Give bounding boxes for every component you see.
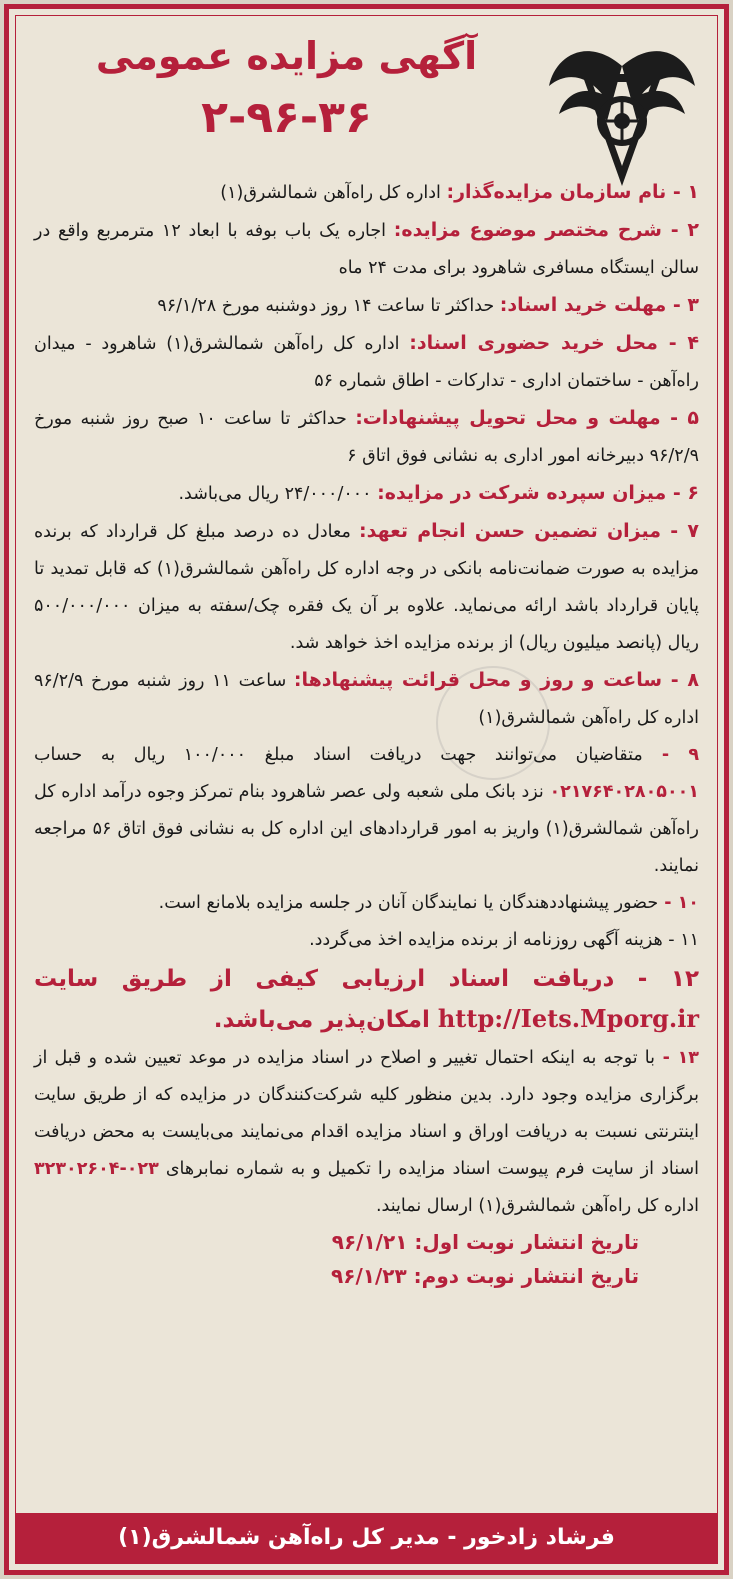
item-12-text-b: امکان‌پذیر می‌باشد. (213, 1007, 438, 1033)
item-8-label: ۸ - ساعت و روز و محل قرائت پیشنهادها: (293, 669, 700, 691)
first-publication-date: تاریخ انتشار نوبت اول: ۹۶/۱/۲۱ (331, 1230, 639, 1254)
item-13 (34, 1040, 699, 1225)
item-3 (34, 287, 699, 325)
bank-account-number: ۰۲۱۷۶۴۰۲۸۰۵۰۰۱ (549, 782, 699, 802)
item-12-text-a: ۱۲ - دریافت اسناد ارزیابی کیفی از طریق سایت (34, 966, 699, 992)
item-9-number: ۹ - (642, 745, 700, 765)
item-5-label: ۵ - مهلت و محل تحویل پیشنهادات: (355, 407, 700, 429)
item-4-text: اداره کل راه‌آهن شمالشرق(۱) شاهرود - میدان راه‌آهن - ساختمان اداری - تدارکات - اطاق شماره ۵۶ (34, 334, 699, 391)
item-6-label: ۶ - میزان سپرده شرکت در مزایده: (377, 482, 699, 504)
item-10 (34, 885, 699, 922)
second-publication-date: تاریخ انتشار نوبت دوم: ۹۶/۱/۲۳ (331, 1264, 639, 1288)
item-10-number: ۱۰ - (658, 893, 699, 913)
notice-body (34, 174, 699, 1293)
item-9 (34, 737, 699, 885)
item-13-text-a: با توجه به اینکه احتمال تغییر و اصلاح در اسناد مزایده در موعد تعیین شده و قبل از برگزاری مزایده وجود دارد. بدین منظور کلیه شرکت‌کنندگان در مزایده که از طریق سایت اینترنتی نسبت به دریافت اوراق و اسناد مزایده اقدام می‌نمایند می‌بایست به محض دریافت اسناد از سایت فرم پیوست اسناد مزایده را تکمیل و به شماره نمابرهای (34, 1048, 699, 1179)
notice-title: آگهی مزایده عمومی (95, 34, 478, 78)
item-13-number: ۱۳ - (655, 1048, 699, 1068)
item-8 (34, 662, 699, 737)
publication-dates (34, 1225, 639, 1293)
item-7-text: معادل ده درصد مبلغ کل قرارداد که برنده مزایده به صورت ضمانت‌نامه بانکی در وجه اداره کل راه‌آهن شمالشرق(۱) که قابل تمدید تا پایان قرارداد باشد ارائه می‌نماید. علاوه بر آن یک فقره چک/سفته به میزان ۵۰۰/۰۰۰/۰۰۰ ریال (پانصد میلیون ریال) از برنده مزایده اخذ خواهد شد. (34, 522, 699, 653)
item-2-text: اجاره یک باب بوفه با ابعاد ۱۲ مترمربع واقع در سالن ایستگاه مسافری شاهرود برای مدت ۲۴ ماه (34, 221, 699, 278)
item-5 (34, 400, 699, 475)
item-2 (34, 212, 699, 287)
signature-footer: فرشاد زادخور - مدیر کل راه‌آهن شمالشرق(۱) (16, 1513, 717, 1563)
item-3-text: حداکثر تا ساعت ۱۴ روز دوشنبه مورخ ۹۶/۱/۲۸ (157, 296, 500, 316)
item-8-text: ساعت ۱۱ روز شنبه مورخ ۹۶/۲/۹ اداره کل راه‌آهن شمالشرق(۱) (34, 671, 699, 728)
item-4 (34, 325, 699, 400)
item-13-text-b: اداره کل راه‌آهن شمالشرق(۱) ارسال نمایند. (375, 1196, 699, 1216)
notice-header (26, 24, 547, 184)
item-4-label: ۴ - محل خرید حضوری اسناد: (409, 332, 700, 354)
fax-number: ۰۲۳-۳۲۳۰۲۶۰۴ (34, 1159, 159, 1179)
tender-site-link[interactable]: http://Iets.Mporg.ir (437, 1004, 699, 1033)
inner-border (15, 15, 718, 1564)
item-6-text: ۲۴/۰۰۰/۰۰۰ ریال می‌باشد. (178, 484, 378, 504)
notice-code: ۲-۹۶-۳۶ (201, 92, 372, 143)
item-10-text: حضور پیشنهاددهندگان یا نمایندگان آنان در جلسه مزایده بلامانع است. (158, 893, 659, 913)
item-9-text-a: متقاضیان می‌توانند جهت دریافت اسناد مبلغ ۱۰۰/۰۰۰ ریال به حساب (34, 745, 643, 765)
item-2-label: ۲ - شرح مختصر موضوع مزایده: (393, 219, 700, 241)
notice-page (4, 4, 729, 1575)
item-11: ۱۱ - هزینه آگهی روزنامه از برنده مزایده اخذ می‌گردد. (309, 930, 699, 950)
item-9-text-b: نزد بانک ملی شعبه ولی عصر شاهرود بنام تمرکز وجوه درآمد اداره کل راه‌آهن شمالشرق(۱) واریز به امور قراردادهای این اداره کل به نشانی فوق اتاق ۵۶ مراجعه نمایند. (34, 782, 699, 876)
item-1-label: ۱ - نام سازمان مزایده‌گذار: (446, 181, 699, 203)
item-12 (34, 959, 699, 1040)
item-1 (34, 174, 699, 212)
item-6 (34, 475, 699, 513)
item-7 (34, 513, 699, 662)
item-7-label: ۷ - میزان تضمین حسن انجام تعهد: (359, 520, 699, 542)
item-1-text: اداره کل راه‌آهن شمالشرق(۱) (220, 183, 447, 203)
item-5-text: حداکثر تا ساعت ۱۰ صبح روز شنبه مورخ ۹۶/۲/۹ دبیرخانه امور اداری به نشانی فوق اتاق ۶ (34, 409, 699, 466)
item-3-label: ۳ - مهلت خرید اسناد: (499, 294, 699, 316)
